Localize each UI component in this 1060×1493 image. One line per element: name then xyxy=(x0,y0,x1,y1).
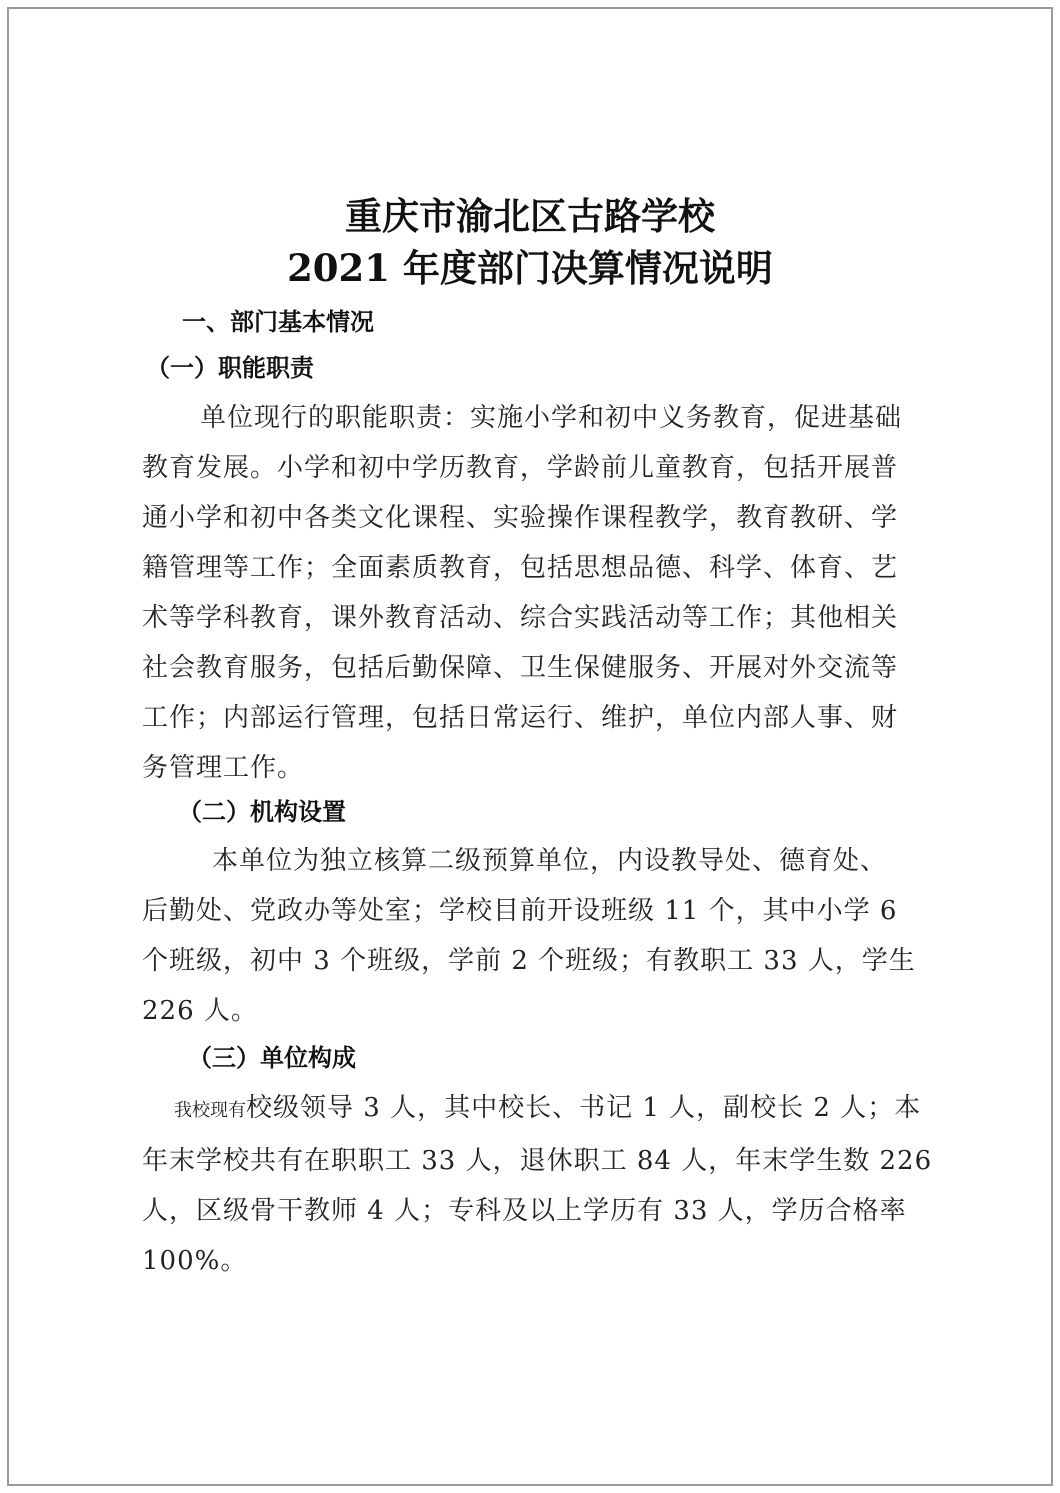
paragraph-line-rest: 校级领导 3 人，其中校长、书记 1 人，副校长 2 人；本 xyxy=(246,1093,922,1123)
paragraph-small-prefix: 我校现有 xyxy=(174,1100,246,1121)
paragraph-line: 人，区级骨干教师 4 人；专科及以上学历有 33 人，学历合格率 xyxy=(142,1196,907,1226)
paragraph-line xyxy=(142,1083,922,1136)
paragraph-line: 籍管理等工作；全面素质教育，包括思想品德、科学、体育、艺 xyxy=(142,553,899,583)
subsection-2-heading: （二）机构设置 xyxy=(178,797,346,826)
paragraph-line: 100%。 xyxy=(142,1246,248,1276)
subsection-2-paragraph xyxy=(142,836,918,1036)
paragraph-line: 社会教育服务，包括后勤保障、卫生保健服务、开展对外交流等 xyxy=(142,653,899,683)
paragraph-line: 本单位为独立核算二级预算单位，内设教导处、德育处、 xyxy=(212,846,888,876)
subsection-1-heading: （一）职能职责 xyxy=(146,353,314,382)
paragraph-line: 个班级，初中 3 个班级，学前 2 个班级；有教职工 33 人，学生 xyxy=(142,946,916,976)
section-1-heading: 一、部门基本情况 xyxy=(182,307,374,336)
subsection-1-paragraph xyxy=(142,393,918,793)
paragraph-line: 务管理工作。 xyxy=(142,753,305,783)
subsection-3-paragraph xyxy=(142,1083,933,1286)
subsection-3-heading: （三）单位构成 xyxy=(188,1043,356,1072)
paragraph-line: 教育发展。小学和初中学历教育，学龄前儿童教育，包括开展普 xyxy=(142,453,899,483)
paragraph-line: 单位现行的职能职责：实施小学和初中义务教育，促进基础 xyxy=(200,403,903,433)
paragraph-line: 术等学科教育，课外教育活动、综合实践活动等工作；其他相关 xyxy=(142,603,899,633)
paragraph-line: 年末学校共有在职职工 33 人，退休职工 84 人，年末学生数 226 xyxy=(142,1146,933,1176)
paragraph-line: 通小学和初中各类文化课程、实验操作课程教学，教育教研、学 xyxy=(142,503,899,533)
paragraph-line: 后勤处、党政办等处室；学校目前开设班级 11 个，其中小学 6 xyxy=(142,896,898,926)
paragraph-line: 工作；内部运行管理，包括日常运行、维护，单位内部人事、财 xyxy=(142,703,899,733)
paragraph-line: 226 人。 xyxy=(142,996,258,1026)
document-title-line-2: 2021 年度部门决算情况说明 xyxy=(287,246,773,290)
document-title-line-1: 重庆市渝北区古路学校 xyxy=(345,194,715,238)
